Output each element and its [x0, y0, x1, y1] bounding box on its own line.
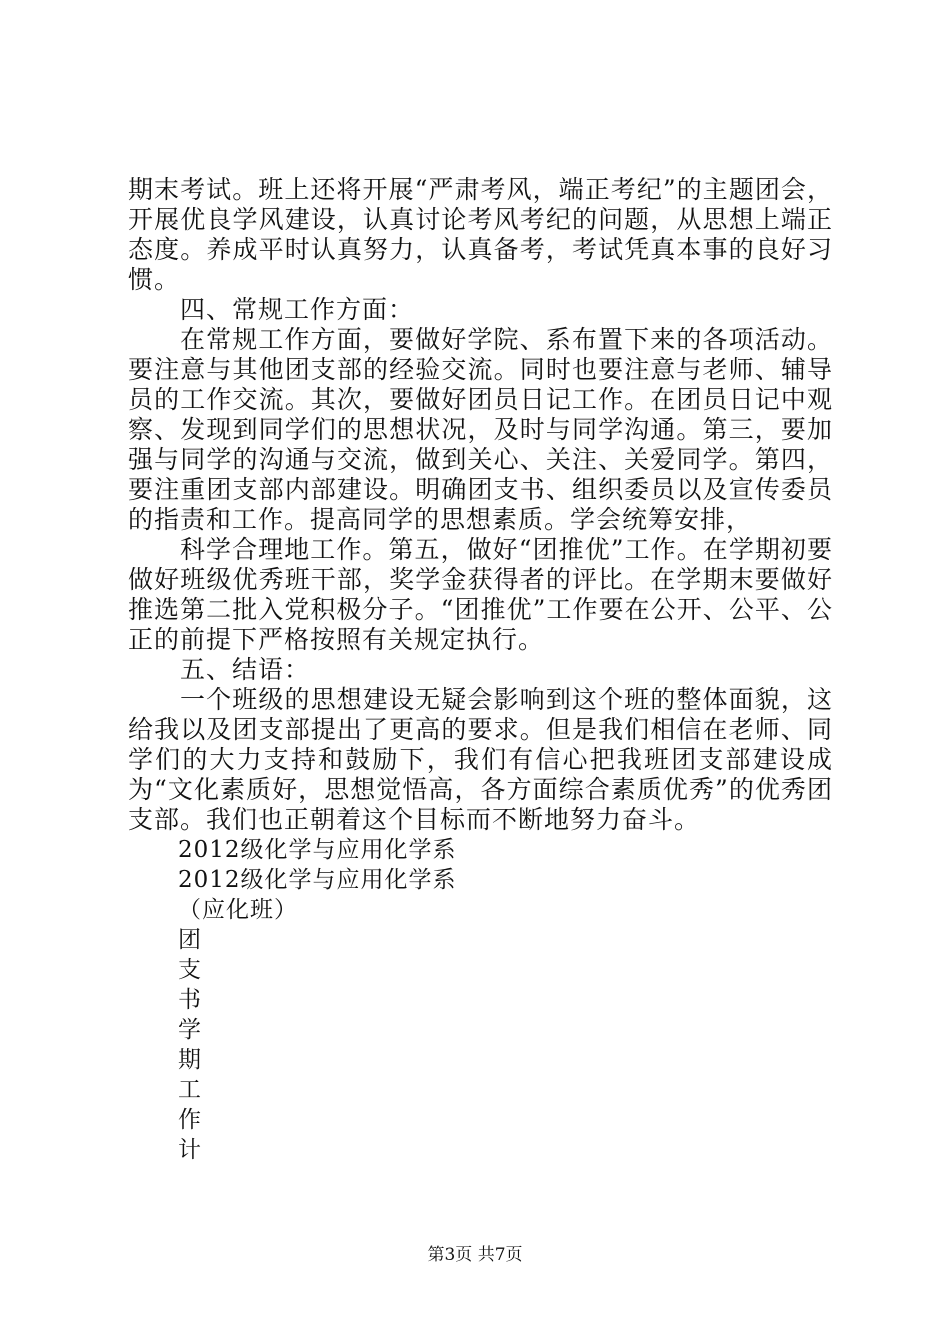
signature-department-2: 2012级化学与应用化学系	[178, 867, 457, 893]
signature-class: （应化班）	[178, 897, 298, 923]
heading-conclusion: 五、结语：	[180, 655, 311, 684]
vertical-title-char: 书	[178, 987, 202, 1013]
vertical-title-char: 计	[178, 1137, 202, 1163]
vertical-title-char: 作	[178, 1107, 202, 1133]
page-footer: 第3页 共7页	[427, 1245, 523, 1265]
signature-department-1: 2012级化学与应用化学系	[178, 837, 457, 863]
paragraph-conclusion: 一个班级的思想建设无疑会影响到这个班的整体面貌，这给我以及团支部提出了更高的要求。但是我们相信在老师、同学们的大力支持和鼓励下，我们有信心把我班团支部建设成为“文化素质好，思想觉悟高，各方面综合素质优秀”的优秀团支部。我们也正朝着这个目标而不断地努力奋斗。	[128, 685, 833, 834]
paragraph-routine-work: 在常规工作方面，要做好学院、系布置下来的各项活动。要注意与其他团支部的经验交流。同时也要注意与老师、辅导员的工作交流。其次，要做好团员日记工作。在团员日记中观察、发现到同学们的思想状况，及时与同学沟通。第三，要加强与同学的沟通与交流，做到关心、关注、关爱同学。第四，要注重团支部内部建设。明确团支书、组织委员以及宣传委员的指责和工作。提高同学的思想素质。学会统筹安排，	[128, 325, 833, 534]
document-body	[128, 175, 833, 1165]
paragraph-exam: 期末考试。班上还将开展“严肃考风，端正考纪”的主题团会，开展优良学风建设，认真讨论考风考纪的问题，从思想上端正态度。养成平时认真努力，认真备考，考试凭真本事的良好习惯。	[128, 175, 833, 294]
vertical-title	[128, 925, 833, 1165]
vertical-title-char: 工	[178, 1077, 202, 1103]
vertical-title-char: 期	[178, 1047, 202, 1073]
vertical-title-char: 学	[178, 1017, 202, 1043]
vertical-title-char: 支	[178, 957, 202, 983]
heading-routine-work: 四、常规工作方面：	[180, 295, 415, 324]
vertical-title-char: 团	[178, 927, 202, 953]
paragraph-tuiyou: 科学合理地工作。第五，做好“团推优”工作。在学期初要做好班级优秀班干部，奖学金获得者的评比。在学期末要做好推选第二批入党积极分子。“团推优”工作要在公开、公平、公正的前提下严格按照有关规定执行。	[128, 535, 833, 654]
